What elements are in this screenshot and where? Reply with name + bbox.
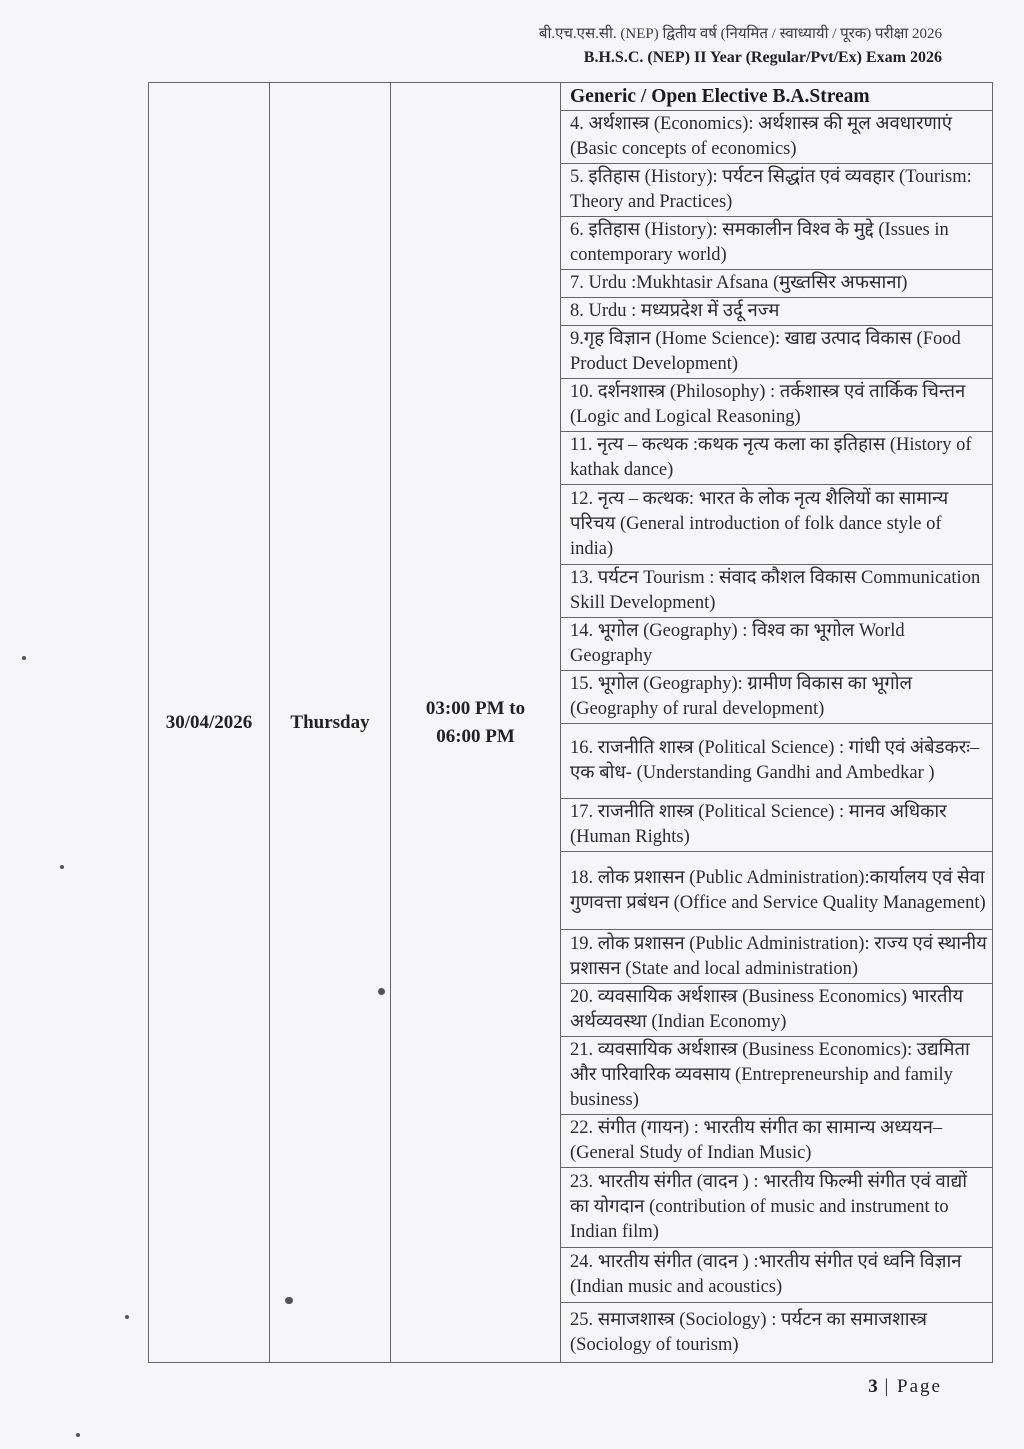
subject-item: 17. राजनीति शास्त्र (Political Science) : मानव अधिकार (Human Rights): [561, 799, 993, 852]
subject-item: 20. व्यवसायिक अर्थशास्त्र (Business Economics) भारतीय अर्थव्यवस्था (Indian Economy): [561, 984, 993, 1037]
exam-schedule-table: [148, 82, 993, 1363]
subject-item: 7. Urdu :Mukhtasir Afsana (मुख्तसिर अफसाना): [561, 270, 993, 298]
exam-day: [270, 83, 391, 1363]
subject-item: 14. भूगोल (Geography) : विश्व का भूगोल World Geography: [561, 618, 993, 671]
exam-time-end: 06:00 PM: [436, 725, 515, 747]
subject-item: 5. इतिहास (History): पर्यटन सिद्धांत एवं व्यवहार (Tourism: Theory and Practices): [561, 164, 993, 217]
scan-speck: [22, 656, 26, 660]
subject-item: 13. पर्यटन Tourism : संवाद कौशल विकास Communication Skill Development): [561, 565, 993, 618]
scan-speck: [76, 1433, 80, 1437]
subject-item: 16. राजनीति शास्त्र (Political Science) : गांधी एवं अंबेडकरः– एक बोध- (Understanding Gandhi and Ambedkar ): [561, 724, 993, 799]
scan-speck: [378, 988, 385, 995]
subject-item: 10. दर्शनशास्त्र (Philosophy) : तर्कशास्त्र एवं तार्किक चिन्तन (Logic and Logical Reasoning): [561, 379, 993, 432]
subject-item: 22. संगीत (गायन) : भारतीय संगीत का सामान्य अध्ययन– (General Study of Indian Music): [561, 1115, 993, 1168]
subject-item: 19. लोक प्रशासन (Public Administration): राज्य एवं स्थानीय प्रशासन (State and local administration): [561, 930, 993, 984]
exam-date: 30/04/2026: [149, 83, 270, 1363]
page-number-value: 3: [868, 1376, 878, 1397]
subject-item: 18. लोक प्रशासन (Public Administration):कार्यालय एवं सेवा गुणवत्ता प्रबंधन (Office and Service Quality Management): [561, 852, 993, 930]
subject-item: 15. भूगोल (Geography): ग्रामीण विकास का भूगोल (Geography of rural development): [561, 671, 993, 724]
scan-speck: [125, 1315, 129, 1319]
exam-time-start: 03:00 PM to: [425, 697, 526, 719]
subject-item: 24. भारतीय संगीत (वादन ) :भारतीय संगीत एवं ध्वनि विज्ञान (Indian music and acoustics): [561, 1248, 993, 1303]
subject-item: 12. नृत्य – कत्थक: भारत के लोक नृत्य शैलियों का सामान्य परिचय (General introduction of folk dance style of india): [561, 485, 993, 565]
subject-item: 4. अर्थशास्त्र (Economics): अर्थशास्त्र की मूल अवधारणाएं (Basic concepts of economics): [561, 111, 993, 164]
subject-item: 25. समाजशास्त्र (Sociology) : पर्यटन का समाजशास्त्र (Sociology of tourism): [561, 1303, 993, 1363]
subject-item: 21. व्यवसायिक अर्थशास्त्र (Business Economics): उद्यमिता और पारिवारिक व्यवसाय (Entrepreneurship and family business): [561, 1037, 993, 1115]
subject-item: 6. इतिहास (History): समकालीन विश्व के मुद्दे (Issues in contemporary world): [561, 217, 993, 270]
page-number: [868, 1376, 942, 1398]
subject-item: 8. Urdu : मध्यप्रदेश में उर्दू नज्म: [561, 298, 993, 326]
scan-speck: [285, 1297, 293, 1304]
page-number-label: | Page: [884, 1376, 942, 1397]
header-hindi: बी.एच.एस.सी. (NEP) द्वितीय वर्ष (नियमित / स्वाध्यायी / पूरक) परीक्षा 2026: [538, 26, 942, 42]
subject-item: 11. नृत्य – कत्थक :कथक नृत्य कला का इतिहास (History of kathak dance): [561, 432, 993, 485]
stream-title: Generic / Open Elective B.A.Stream: [561, 83, 993, 111]
document-header: [539, 22, 942, 70]
subject-item: 23. भारतीय संगीत (वादन ) : भारतीय फिल्मी संगीत एवं वाद्यों का योगदान (contribution of music and instrument to Indian film): [561, 1168, 993, 1248]
exam-time: [391, 83, 561, 1363]
header-english: B.H.S.C. (NEP) II Year (Regular/Pvt/Ex) Exam 2026: [583, 49, 942, 66]
subject-item: 9.गृह विज्ञान (Home Science): खाद्य उत्पाद विकास (Food Product Development): [561, 326, 993, 379]
exam-day-label: Thursday: [290, 711, 370, 733]
scan-speck: [60, 865, 64, 869]
